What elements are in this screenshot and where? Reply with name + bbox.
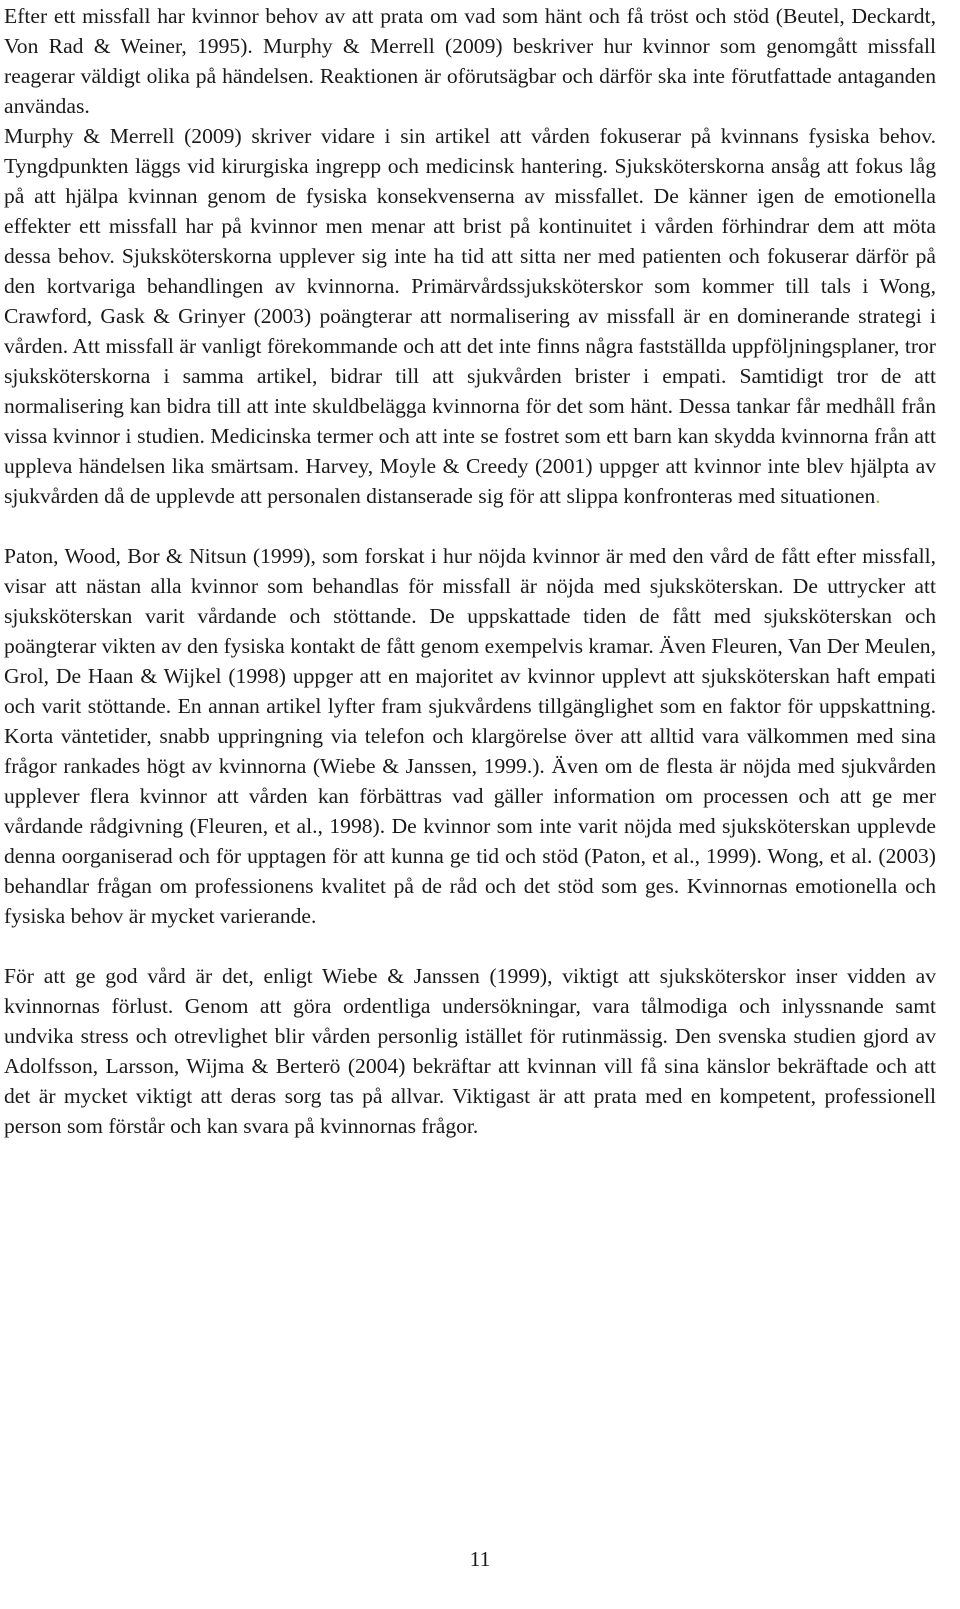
paragraph-4: För att ge god vård är det, enligt Wiebe & Janssen (1999), viktigt att sjuksköterskor inser vidden av kvinnornas förlust. Genom att göra ordentliga undersökningar, vara tålmodiga och inlyssnande samt undvika stress och otrevlighet blir vården personlig istället för rutinmässig. Den svenska studien gjord av Adolfsson, Larsson, Wijma & Berterö (2004) bekräftar att kvinnan vill få sina känslor bekräftade och att det är mycket viktigt att deras sorg tas på allvar. Viktigast är att prata med en kompetent, professionell person som förstår och kan svara på kvinnornas frågor. xyxy=(4,964,936,1138)
paragraph-3: Paton, Wood, Bor & Nitsun (1999), som forskat i hur nöjda kvinnor är med den vård de fått efter missfall, visar att nästan alla kvinnor som behandlas för missfall är nöjda med sjuksköterskan. De uttrycker att sjuksköterskan varit vårdande och stöttande. De uppskattade tiden de fått med sjuksköterskan och poängterar vikten av den fysiska kontakt de fått genom exempelvis kramar. Även Fleuren, Van Der Meulen, Grol, De Haan & Wijkel (1998) uppger att en majoritet av kvinnor upplevt att sjuksköterskan haft empati och varit stöttande. En annan artikel lyfter fram sjukvårdens tillgänglighet som en faktor för uppskattning. Korta väntetider, snabb uppringning via telefon och klargörelse över att alltid vara välkommen med sina frågor rankades högt av kvinnorna (Wiebe & Janssen, 1999.). Även om de flesta är nöjda med sjukvården upplever flera kvinnor att vården kan förbättras vad gäller information om processen och att ge mer vårdande rådgivning (Fleuren, et al., 1998). De kvinnor som inte varit nöjda med sjuksköterskan upplevde denna oorganiserad och för upptagen för att kunna ge tid och stöd (Paton, et al., 1999). Wong, et al. (2003) behandlar frågan om professionens kvalitet på de råd och det stöd som ges. Kvinnornas emotionella och fysiska behov är mycket varierande. xyxy=(4,544,936,928)
paragraph-2 xyxy=(4,121,936,511)
highlighted-period: . xyxy=(875,484,881,508)
paragraph-2-text: Murphy & Merrell (2009) skriver vidare i sin artikel att vården fokuserar på kvinnans fysiska behov. Tyngdpunkten läggs vid kirurgiska ingrepp och medicinsk hantering. Sjuksköterskorna ansåg att fokus låg på att hjälpa kvinnan genom de fysiska konsekvenserna av missfallet. De känner igen de emotionella effekter ett missfall har på kvinnor men menar att brist på kontinuitet i vården förhindrar dem att möta dessa behov. Sjuksköterskorna upplever sig inte ha tid att sitta ner med patienten och fokuserar därför på den kortvariga behandlingen av kvinnorna. Primärvårdssjuksköterskor som kommer till tals i Wong, Crawford, Gask & Grinyer (2003) poängterar att normalisering av missfall är en dominerande strategi i vården. Att missfall är vanligt förekommande och att det inte finns några fastställda uppföljningsplaner, tror sjuksköterskorna i samma artikel, bidrar till att sjukvården brister i empati. Samtidigt tror de att normalisering kan bidra till att inte skuldbelägga kvinnorna för det som hänt. Dessa tankar får medhåll från vissa kvinnor i studien. Medicinska termer och att inte se fostret som ett barn kan skydda kvinnorna från att uppleva händelsen lika smärtsam. Harvey, Moyle & Creedy (2001) uppger att kvinnor inte blev hjälpta av sjukvården då de upplevde att personalen distanserade sig för att slippa konfronteras med situationen xyxy=(4,124,936,508)
paragraph-1: Efter ett missfall har kvinnor behov av att prata om vad som hänt och få tröst och stöd (Beutel, Deckardt, Von Rad & Weiner, 1995). Murphy & Merrell (2009) beskriver hur kvinnor som genomgått missfall reagerar väldigt olika på händelsen. Reaktionen är oförutsägbar och därför ska inte förutfattade antaganden användas. xyxy=(4,4,936,118)
page-number: 11 xyxy=(469,1547,491,1571)
document-page xyxy=(4,0,936,1141)
